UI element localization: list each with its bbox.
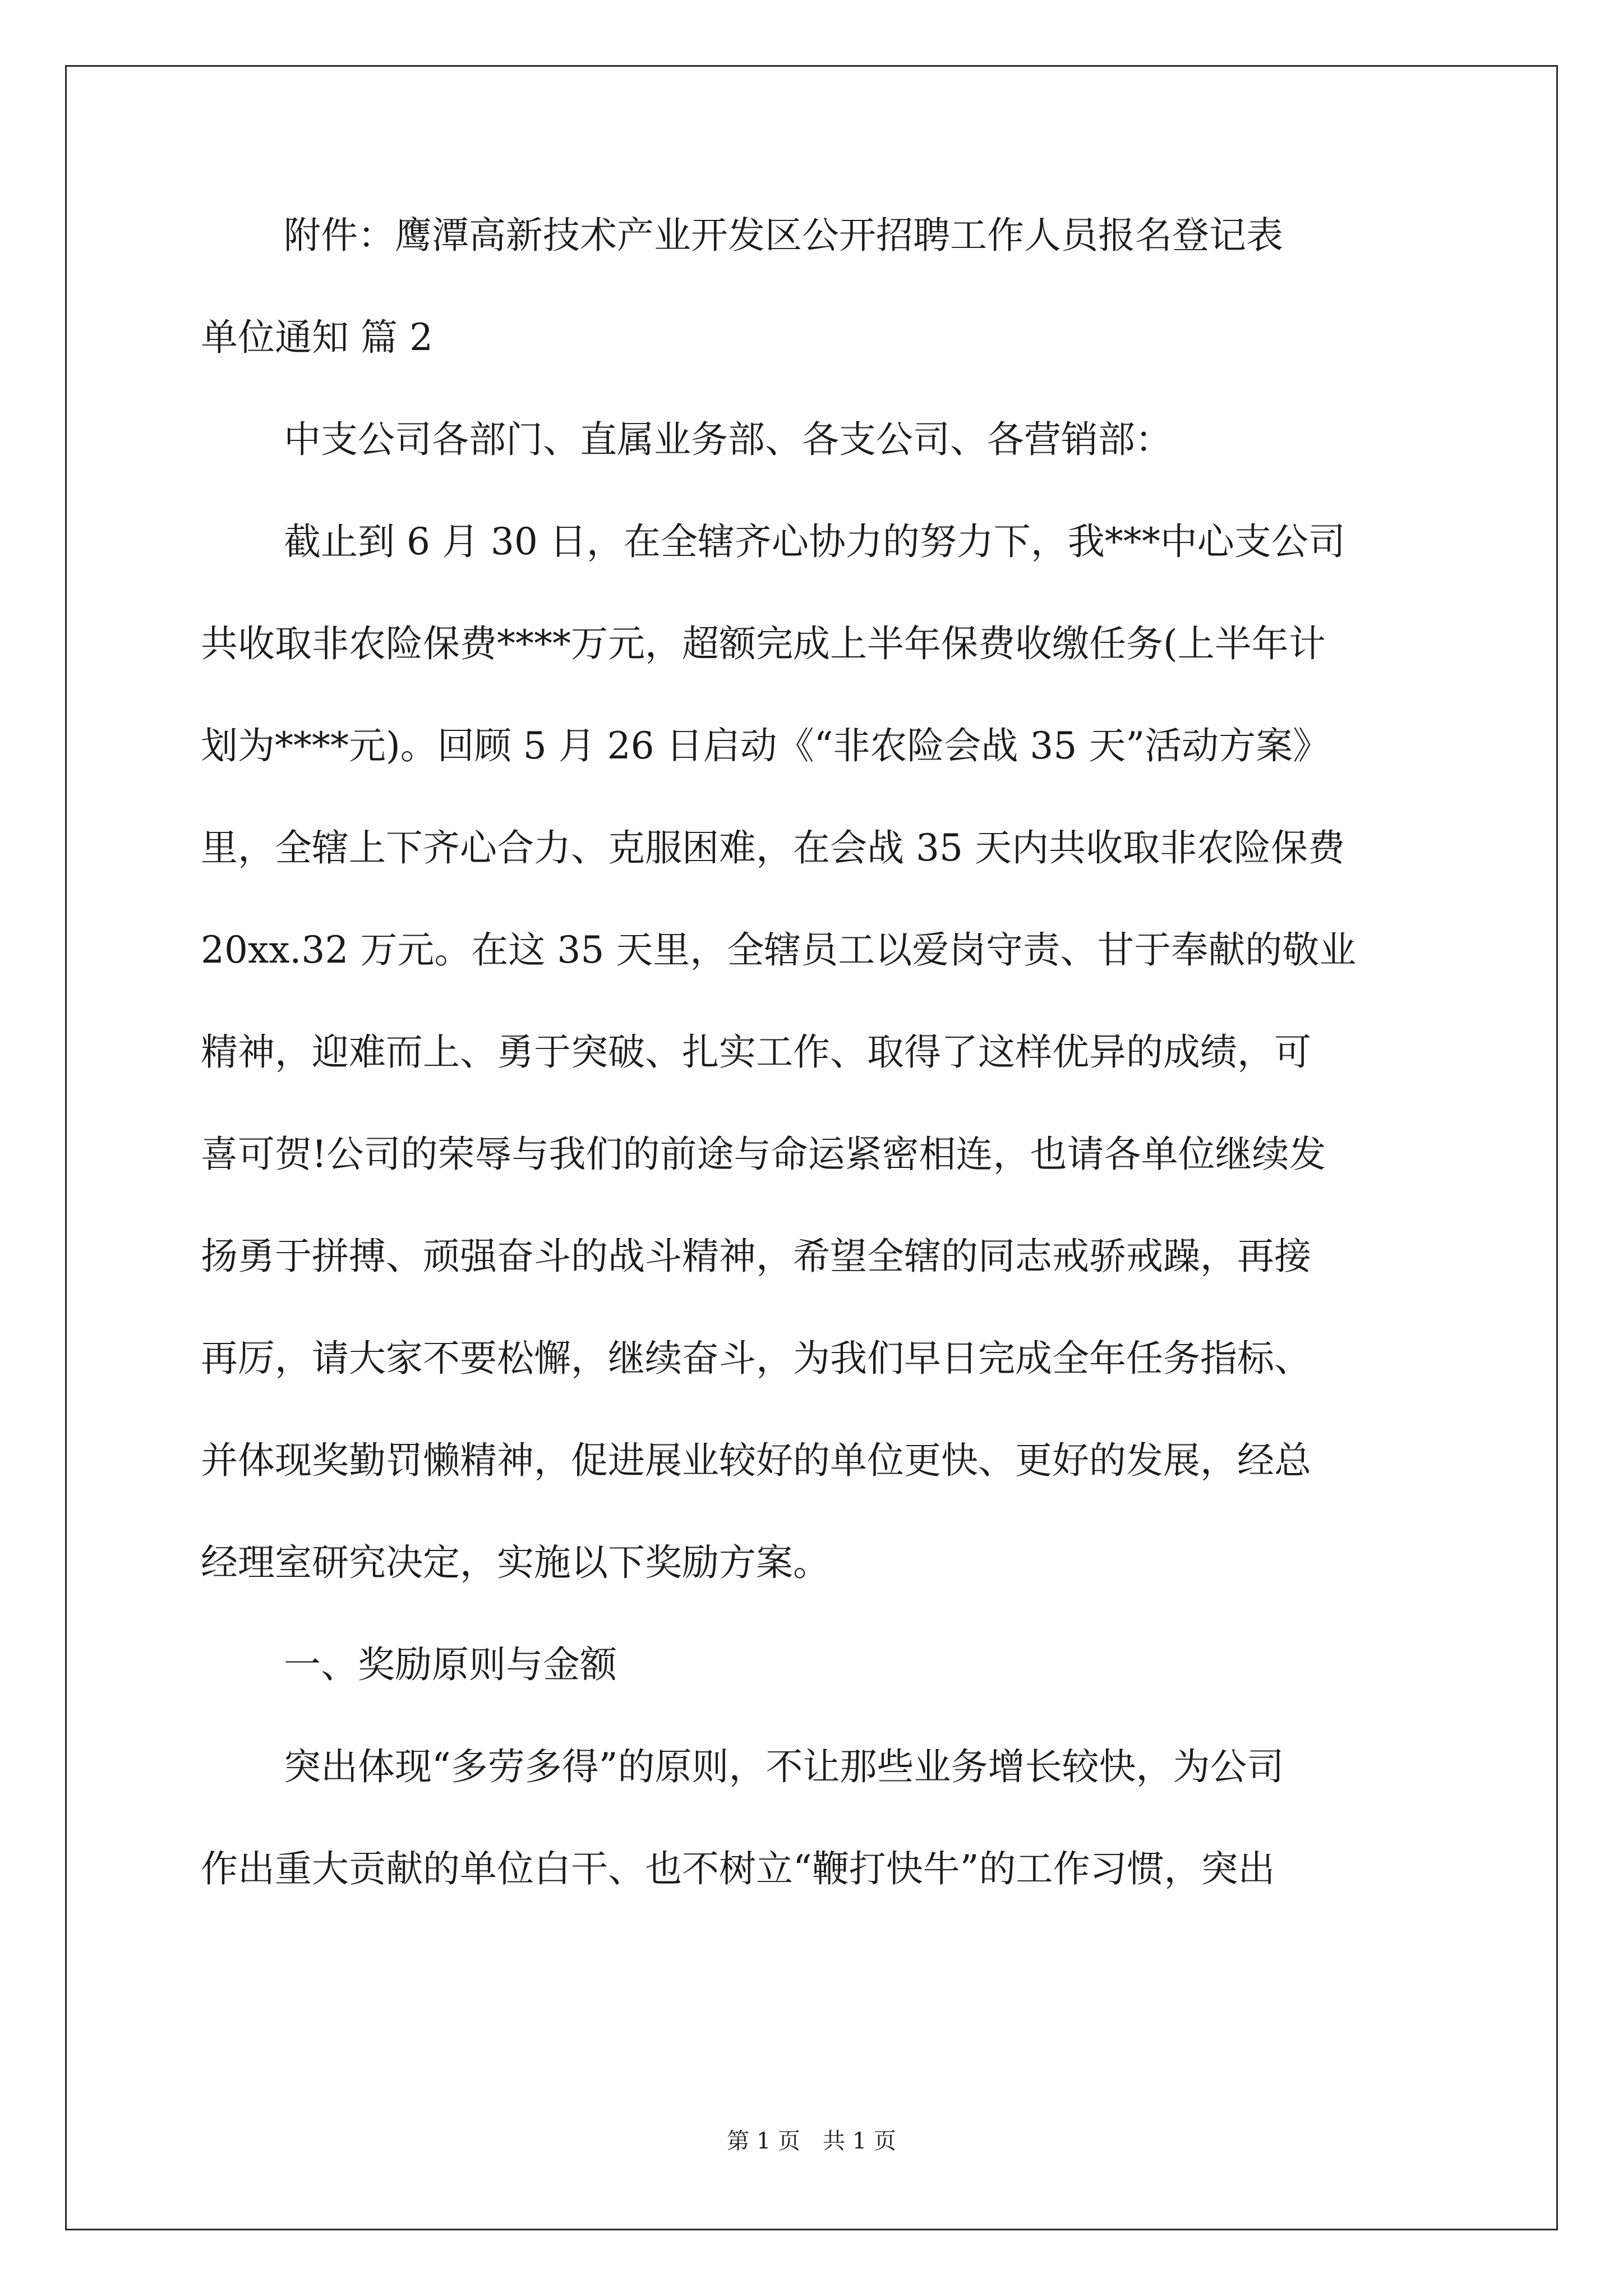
subsection-heading: 一、奖励原则与金额: [284, 1643, 617, 1686]
body-line: 再厉，请大家不要松懈，继续奋斗，为我们早日完成全年任务指标、: [201, 1337, 1311, 1380]
body-line: 截止到 6 月 30 日，在全辖齐心协力的努力下，我***中心支公司: [284, 520, 1345, 563]
page-number-footer: 第 1 页 共 1 页: [727, 2128, 896, 2154]
body-line: 划为****元)。回顾 5 月 26 日启动《“非农险会战 35 天”活动方案》: [201, 724, 1330, 767]
salutation: 中支公司各部门、直属业务部、各支公司、各营销部：: [284, 418, 1172, 461]
body-line: 突出体现“多劳多得”的原则，不让那些业务增长较快，为公司: [284, 1745, 1284, 1788]
attachment-title: 附件：鹰潭高新技术产业开发区公开招聘工作人员报名登记表: [284, 214, 1283, 257]
body-line: 20xx.32 万元。在这 35 天里，全辖员工以爱岗守责、甘于奉献的敬业: [201, 928, 1357, 972]
body-line: 作出重大贡献的单位白干、也不树立“鞭打快牛”的工作习惯，突出: [201, 1847, 1275, 1890]
body-line: 喜可贺!公司的荣辱与我们的前途与命运紧密相连，也请各单位继续发: [201, 1133, 1326, 1176]
body-line: 精神，迎难而上、勇于突破、扎实工作、取得了这样优异的成绩，可: [201, 1030, 1311, 1074]
body-line: 经理室研究决定，实施以下奖励方案。: [201, 1541, 830, 1584]
section-heading: 单位通知 篇 2: [201, 316, 433, 359]
body-line: 共收取非农险保费****万元，超额完成上半年保费收缴任务(上半年计: [201, 622, 1326, 665]
body-line: 并体现奖勤罚懒精神，促进展业较好的单位更快、更好的发展，经总: [201, 1439, 1311, 1482]
body-line: 扬勇于拼搏、顽强奋斗的战斗精神，希望全辖的同志戒骄戒躁，再接: [201, 1235, 1311, 1278]
body-line: 里，全辖上下齐心合力、克服困难，在会战 35 天内共收取非农险保费: [201, 826, 1345, 869]
